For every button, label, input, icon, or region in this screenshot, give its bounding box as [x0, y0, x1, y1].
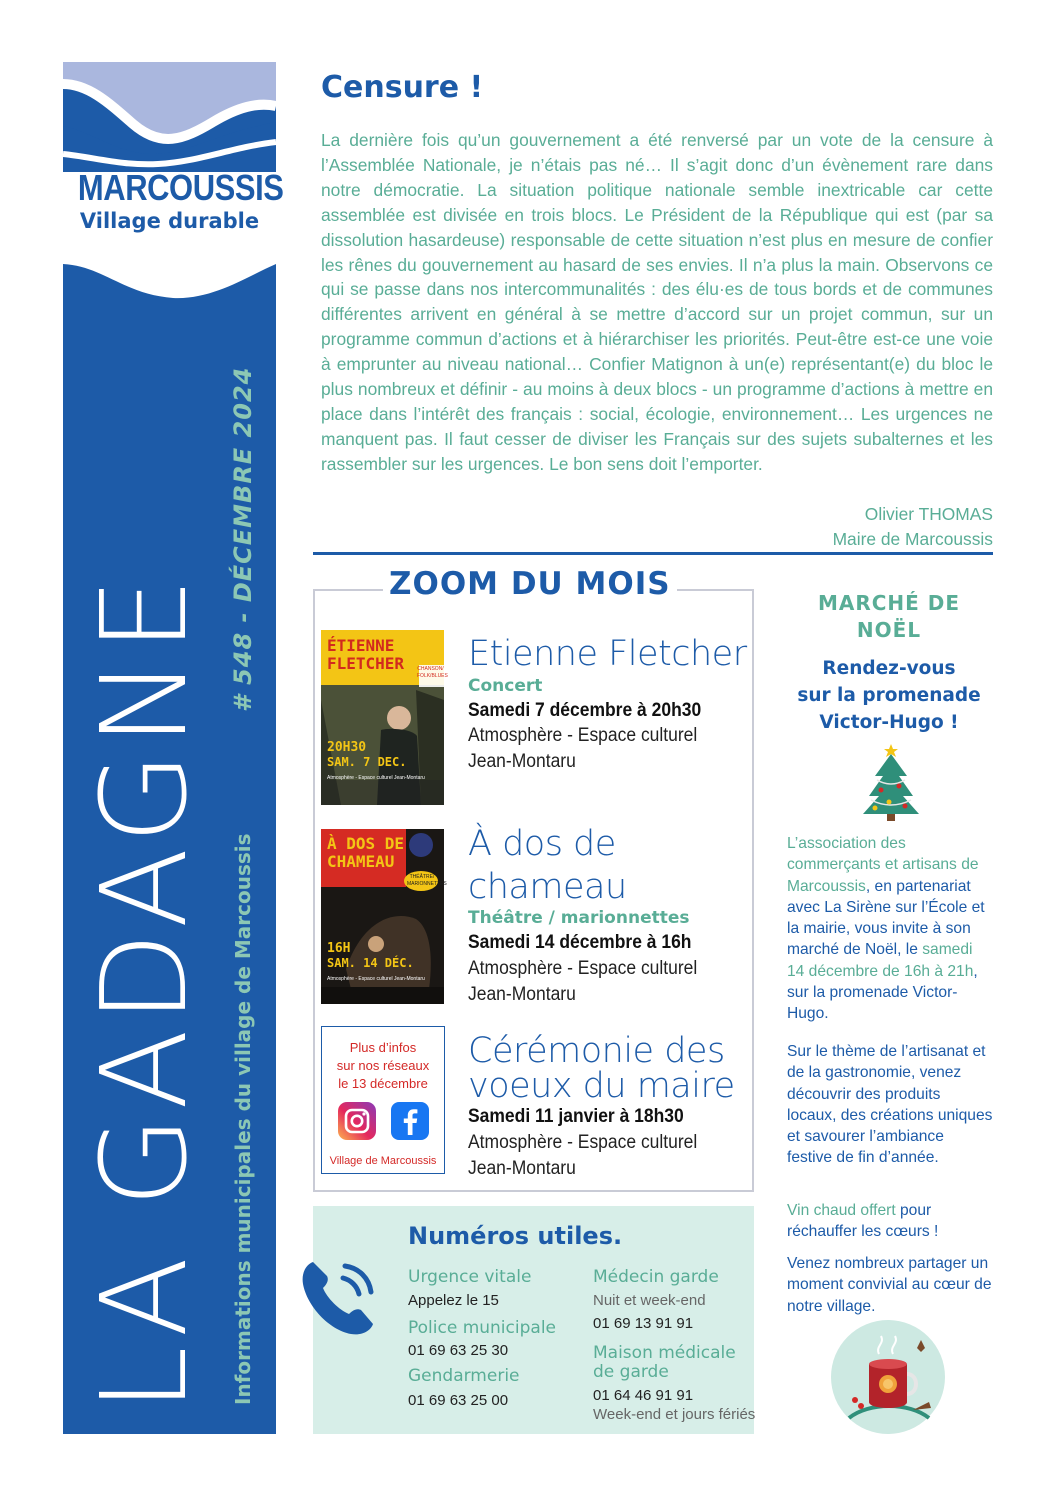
christmas-market-subtitle-line2: sur la promenade [797, 685, 981, 706]
logo-tagline: Village durable [79, 209, 260, 233]
social-info-text [322, 1039, 444, 1093]
christmas-market-subtitle [786, 655, 992, 736]
number-label: de garde [593, 1362, 669, 1382]
p1-text: , en partenariat avec La Sirène sur l’École et la mairie, vous invite à son marché de Noël, le [787, 877, 985, 959]
poster-date: SAM. 7 DEC. [327, 755, 407, 769]
christmas-market-paragraph-3 [787, 1200, 993, 1243]
poster-name-line2: CHAMEAU [327, 852, 395, 871]
highlight-date: samedi 14 décembre de 16h à 21h [787, 941, 974, 980]
poster-time: 16H [327, 941, 351, 956]
event-date: Samedi 14 décembre à 16h [468, 932, 692, 953]
number-label: Police municipale [408, 1318, 556, 1338]
event-date: Samedi 7 décembre à 20h30 [468, 700, 702, 721]
event-place: Atmosphère - Espace culturel Jean-Montaru [468, 958, 698, 1005]
event-title-line2: voeux du maire [468, 1066, 735, 1106]
phone-icon [299, 1254, 381, 1338]
poster-etienne-fletcher[interactable] [321, 630, 448, 805]
sidebar-tagline: Informations municipales du village de Marcoussis [231, 833, 255, 1405]
number-value: 01 69 63 25 00 [408, 1392, 509, 1409]
highlight-vin-chaud: Vin chaud offert [787, 1202, 896, 1219]
number-note: Week-end et jours fériés [593, 1406, 756, 1423]
poster-name-line1: À DOS DE [327, 834, 405, 853]
christmas-market-title-line2: NOËL [856, 618, 922, 642]
number-note: Nuit et week-end [593, 1292, 706, 1309]
christmas-market-paragraph-2: Sur le thème de l’artisanat et de la gastronomie, venez découvrir des produits locaux, des créations uniques et savourer l’ambiance festive de fin d’année. [787, 1043, 993, 1167]
number-label: Médecin garde [593, 1267, 719, 1287]
author-name: Olivier THOMAS [864, 504, 993, 524]
social-info-line2: sur nos réseaux [336, 1058, 430, 1073]
number-value: 01 64 46 91 91 [593, 1387, 694, 1404]
social-info-footer: Village de Marcoussis [329, 1155, 437, 1167]
numbers-title: Numéros utiles. [408, 1222, 623, 1250]
number-value: 01 69 63 25 30 [408, 1342, 509, 1359]
event-category: Concert [468, 676, 543, 696]
christmas-market-title [786, 590, 992, 644]
zoom-title: ZOOM DU MOIS [383, 565, 677, 603]
christmas-market-paragraph-1 [787, 833, 993, 1025]
event-place: Atmosphère - Espace culturel Jean-Montaru [468, 725, 698, 772]
instagram-icon[interactable] [338, 1102, 376, 1140]
event-title-line2: chameau [468, 867, 627, 907]
p3-text: pour réchauffer les cœurs ! [787, 1202, 939, 1241]
highlight-association: L’association des commerçants et artisans de Marcoussis [787, 835, 979, 895]
poster-date: SAM. 14 DÉC. [327, 956, 414, 970]
christmas-market-subtitle-line1: Rendez-vous [822, 658, 956, 679]
section-divider [313, 552, 993, 555]
logo-wave-graphic [63, 62, 276, 172]
number-value: Appelez le 15 [408, 1292, 499, 1309]
magazine-title: LA GADAGNE [75, 571, 213, 1412]
number-label: Maison médicale [593, 1343, 736, 1363]
number-value: 01 69 13 91 91 [593, 1315, 694, 1332]
event-title-line1: Cérémonie des [468, 1031, 725, 1071]
poster-venue: Atmosphère - Espace culturel Jean-Montaru [327, 976, 425, 982]
christmas-market-title-line1: MARCHÉ DE [817, 591, 961, 615]
facebook-icon[interactable] [391, 1102, 429, 1140]
christmas-tree-icon [859, 740, 923, 822]
social-info-line3: le 13 décembre [338, 1076, 428, 1091]
event-title-line1: À dos de [468, 824, 616, 864]
number-label: Urgence vitale [408, 1267, 532, 1287]
social-info-box [321, 1026, 445, 1174]
logo-title: MARCOUSSIS [77, 167, 284, 208]
event-title: Etienne Fletcher [468, 634, 747, 674]
poster-name-line1: ÉTIENNE [327, 636, 395, 655]
christmas-market-paragraph-4: Venez nombreux partager un moment convivial au cœur de notre village. [787, 1255, 992, 1315]
author-role: Maire de Marcoussis [832, 528, 993, 549]
poster-a-dos-de-chameau[interactable] [321, 829, 447, 1004]
poster-tag: CHANSON/ FOLK/BLUES [417, 666, 448, 679]
event-category: Théâtre / marionnettes [468, 908, 690, 928]
poster-tag: THÉÂTRE/ MARIONNETTES [407, 874, 447, 887]
social-info-line1: Plus d’infos [349, 1040, 417, 1055]
mulled-wine-icon [829, 1318, 947, 1436]
event-place: Atmosphère - Espace culturel Jean-Montaru [468, 1132, 698, 1179]
poster-time: 20H30 [327, 740, 367, 755]
editorial-body: La dernière fois qu’un gouvernement a été renversé par un vote de la censure à l’Assemblée Nationale, je n’étais pas né… Il s’agit donc d’un évènement rare dans notre démocratie. La situation politique nationale semble inextricable car cette assemblée est divisée en trois blocs. Le Président de la République qui est (par sa dissolution hasardeuse) responsable de cette situation n’est plus en mesure de confier les rênes du gouvernement au hasard de ses envies. Il n’a plus la main. Observons ce qui se passe dans nos intercommunalités : des élu·es de tous bords et de communes différentes arrivent en général à se mettre d’accord sur un projet commun, sur un programme commun d’actions et à hiérarchiser les priorités. Peut-être est-ce une voie à emprunter au niveau national… Confier Matignon à un(e) représentant(e) du bloc le plus nombreux et définir - au moins à deux blocs - un programme d’actions à mettre en place dans l’intérêt des français : social, écologie, environnement… Les urgences ne manquent pas. Il faut cesser de diviser les Français sur des sujets subalternes et les rassembler sur les urgences. Le bon sens doit l’emporter. [321, 130, 993, 474]
poster-venue: Atmosphère - Espace culturel Jean-Montaru [327, 775, 425, 781]
issue-number: # 548 - DÉCEMBRE 2024 [229, 366, 257, 712]
number-label: Gendarmerie [408, 1366, 520, 1386]
editorial-title: Censure ! [321, 70, 484, 105]
christmas-market-subtitle-line3: Victor-Hugo ! [819, 712, 959, 733]
event-date: Samedi 11 janvier à 18h30 [468, 1106, 684, 1127]
poster-name-line2: FLETCHER [327, 654, 405, 673]
p1-text-end: , sur la promenade Victor-Hugo. [787, 962, 978, 1023]
editorial-signature [833, 502, 993, 551]
